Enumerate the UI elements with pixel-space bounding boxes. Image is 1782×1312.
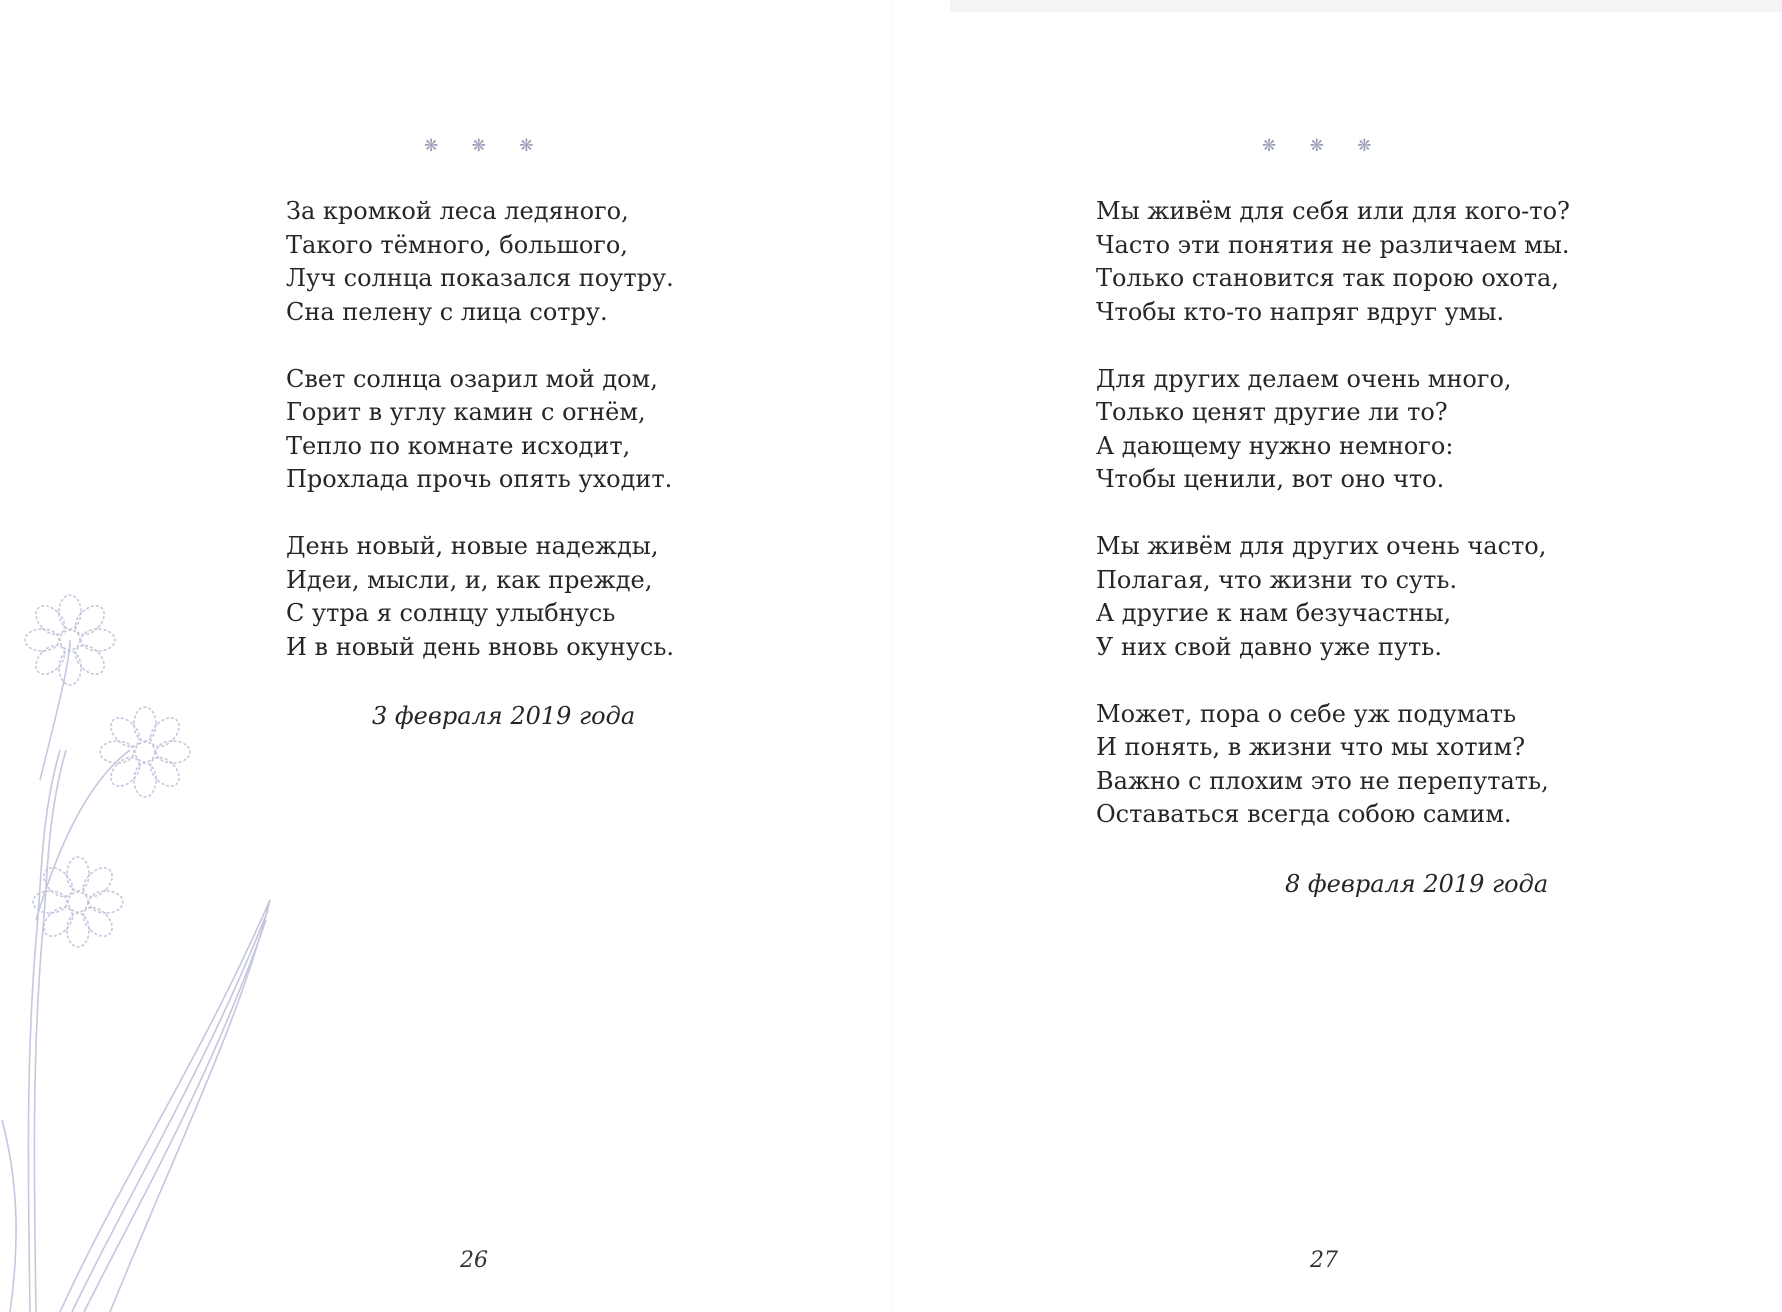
poem-line: У них свой давно уже путь. bbox=[1096, 632, 1442, 661]
stanza bbox=[1096, 195, 1570, 329]
poem-line: Горит в углу камин с огнём, bbox=[286, 398, 646, 426]
poem-line: Только ценят другие ли то? bbox=[1096, 398, 1448, 426]
poem-line: Полагая, что жизни то суть. bbox=[1096, 565, 1458, 594]
poem-line: Тепло по комнате исходит, bbox=[286, 431, 631, 460]
right-page bbox=[892, 0, 1782, 1312]
page-number: 26 bbox=[460, 1248, 488, 1273]
stanza bbox=[1096, 698, 1570, 832]
poem-line: А другие к нам безучастны, bbox=[1096, 599, 1452, 627]
poem-right bbox=[1096, 195, 1570, 865]
stanza bbox=[286, 195, 674, 329]
poem-line: Сна пелену с лица сотру. bbox=[286, 297, 608, 326]
poem-line: А дающему нужно немного: bbox=[1096, 431, 1454, 460]
poem-line: Идеи, мысли, и, как прежде, bbox=[286, 565, 653, 594]
poem-line: Чтобы кто-то напряг вдруг умы. bbox=[1096, 297, 1505, 326]
poem-line: День новый, новые надежды, bbox=[286, 532, 659, 560]
stanza bbox=[286, 363, 674, 497]
poem-line: Может, пора о себе уж подумать bbox=[1096, 699, 1517, 728]
poem-line: Часто эти понятия не различаем мы. bbox=[1096, 230, 1570, 259]
stanza bbox=[286, 530, 674, 664]
poem-line: Только становится так порою охота, bbox=[1096, 264, 1559, 292]
poem-line: Мы живём для себя или для кого-то? bbox=[1096, 197, 1570, 225]
poem-date: 8 февраля 2019 года bbox=[1285, 870, 1549, 898]
poem-line: Оставаться всегда собою самим. bbox=[1096, 800, 1512, 828]
poem-line: Прохлада прочь опять уходит. bbox=[286, 465, 673, 493]
poem-left bbox=[286, 195, 674, 698]
poem-line: Важно с плохим это не перепутать, bbox=[1096, 766, 1549, 795]
poem-line: С утра я солнцу улыбнусь bbox=[286, 599, 616, 627]
poem-line: И в новый день вновь окунусь. bbox=[286, 632, 675, 661]
poem-line: Мы живём для других очень часто, bbox=[1096, 532, 1547, 560]
ornament-asterisks-icon: ❋ ❋ ❋ bbox=[424, 136, 548, 156]
page-number: 27 bbox=[1310, 1248, 1338, 1273]
poem-line: Такого тёмного, большого, bbox=[286, 230, 628, 259]
left-page bbox=[0, 0, 890, 1312]
poem-line: Чтобы ценили, вот оно что. bbox=[1096, 465, 1445, 493]
poem-date: 3 февраля 2019 года bbox=[372, 702, 636, 730]
poem-line: И понять, в жизни что мы хотим? bbox=[1096, 733, 1526, 761]
flower-illustration-icon bbox=[0, 580, 300, 1312]
ornament-asterisks-icon: ❋ ❋ ❋ bbox=[1262, 136, 1386, 156]
stanza bbox=[1096, 363, 1570, 497]
stanza bbox=[1096, 530, 1570, 664]
poem-line: Луч солнца показался поутру. bbox=[286, 264, 674, 292]
poem-line: Для других делаем очень много, bbox=[1096, 364, 1512, 393]
poem-line: Свет солнца озарил мой дом, bbox=[286, 364, 658, 393]
poem-line: За кромкой леса ледяного, bbox=[286, 197, 629, 225]
